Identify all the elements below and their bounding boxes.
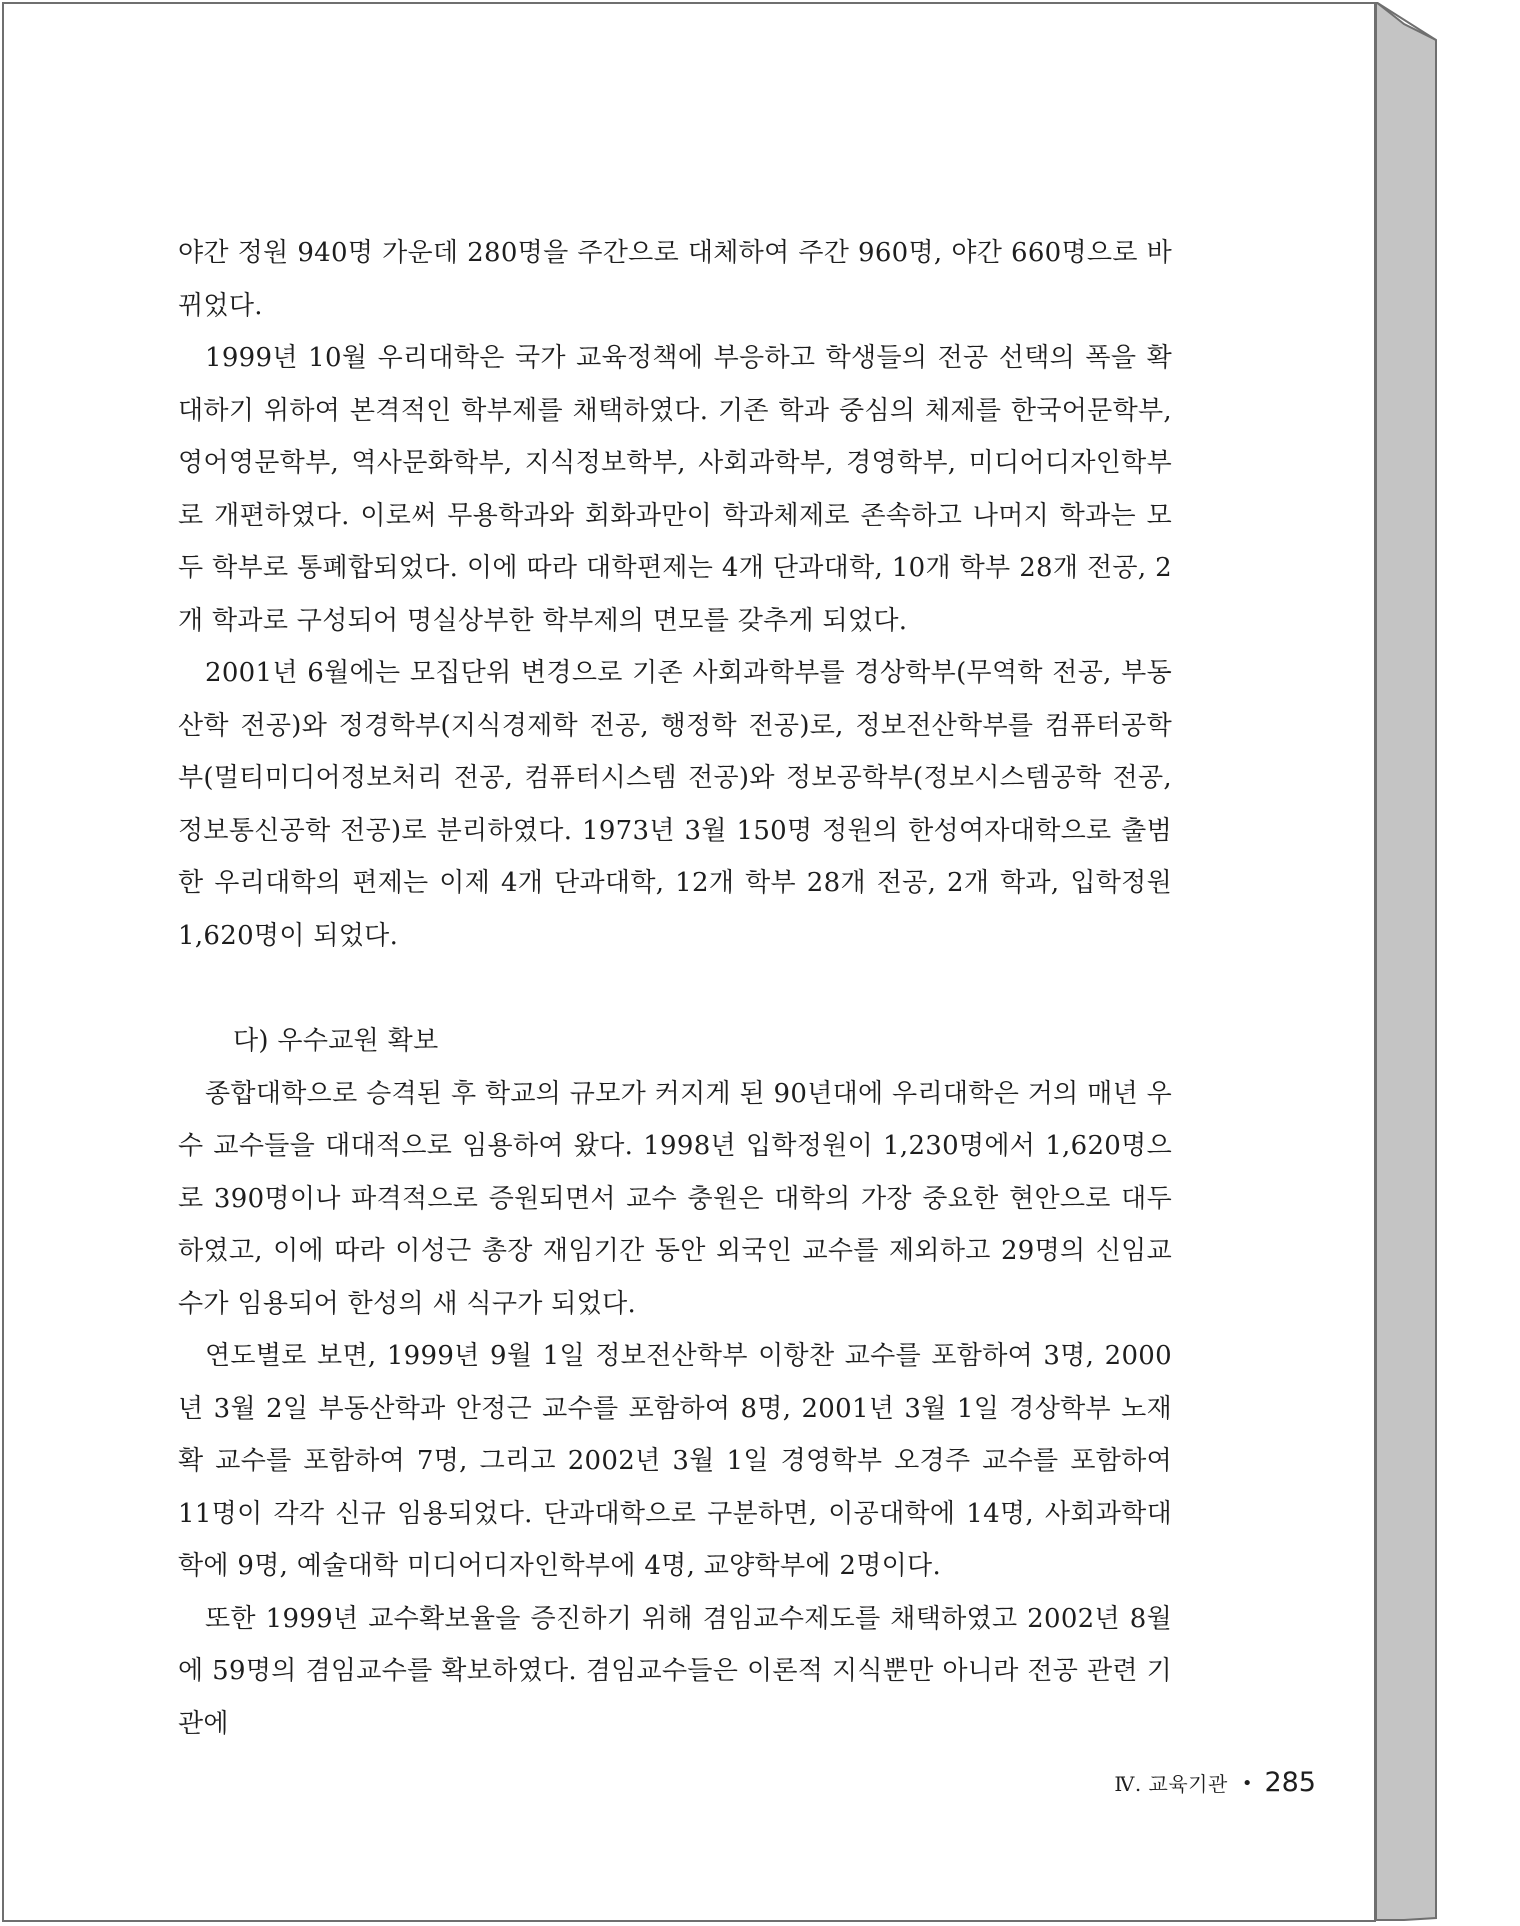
page-body [178, 227, 1172, 1750]
section-heading: 다) 우수교원 확보 [233, 1026, 439, 1056]
page-stack-edge [1376, 2, 1438, 1922]
section-paragraph-3: 또한 1999년 교수확보율을 증진하기 위해 겸임교수제도를 채택하였고 2002년 8월에 59명의 겸임교수를 확보하였다. 겸임교수들은 이론적 지식뿐만 아니라 전공 관련 기관에 [178, 1603, 1172, 1739]
paragraph-1: 야간 정원 940명 가운데 280명을 주간으로 대체하여 주간 960명, 야간 660명으로 바뀌었다. [178, 238, 1172, 321]
section-paragraph-2: 연도별로 보면, 1999년 9월 1일 정보전산학부 이항찬 교수를 포함하여 3명, 2000년 3월 2일 부동산학과 안정근 교수를 포함하여 8명, 2001년 3월 1일 경상학부 노재확 교수를 포함하여 7명, 그리고 2002년 3월 1일 경영학부 오경주 교수를 포함하여 11명이 각각 신규 임용되었다. 단과대학으로 구분하면, 이공대학에 14명, 사회과학대학에 9명, 예술대학 미디어디자인학부에 4명, 교양학부에 2명이다. [178, 1341, 1172, 1581]
section-paragraph-1: 종합대학으로 승격된 후 학교의 규모가 커지게 된 90년대에 우리대학은 거의 매년 우수 교수들을 대대적으로 임용하여 왔다. 1998년 입학정원이 1,230명에서 1,620명으로 390명이나 파격적으로 증원되면서 교수 충원은 대학의 가장 중요한 현안으로 대두하였고, 이에 따라 이성근 총장 재임기간 동안 외국인 교수를 제외하고 29명의 신임교수가 임용되어 한성의 새 식구가 되었다. [178, 1078, 1172, 1319]
paragraph-3: 2001년 6월에는 모집단위 변경으로 기존 사회과학부를 경상학부(무역학 전공, 부동산학 전공)와 정경학부(지식경제학 전공, 행정학 전공)로, 정보전산학부를 컴퓨터공학부(멀티미디어정보처리 전공, 컴퓨터시스템 전공)와 정보공학부(정보시스템공학 전공, 정보통신공학 전공)로 분리하였다. 1973년 3월 150명 정원의 한성여자대학으로 출범한 우리대학의 편제는 이제 4개 단과대학, 12개 학부 28개 전공, 2개 학과, 입학정원 1,620명이 되었다. [178, 658, 1172, 951]
section-spacer [178, 962, 1172, 1015]
page-number: 285 [1264, 1767, 1316, 1798]
footer-bullet: • [1241, 1773, 1253, 1794]
paragraph-2: 1999년 10월 우리대학은 국가 교육정책에 부응하고 학생들의 전공 선택의 폭을 확대하기 위하여 본격적인 학부제를 채택하였다. 기존 학과 중심의 체제를 한국어문학부, 영어영문학부, 역사문화학부, 지식정보학부, 사회과학부, 경영학부, 미디어디자인학부로 개편하였다. 이로써 무용학과와 회화과만이 학과체제로 존속하고 나머지 학과는 모두 학부로 통폐합되었다. 이에 따라 대학편제는 4개 단과대학, 10개 학부 28개 전공, 2개 학과로 구성되어 명실상부한 학부제의 면모를 갖추게 되었다. [178, 343, 1172, 636]
page-footer [1114, 1767, 1316, 1807]
running-section-label: Ⅳ. 교육기관 [1114, 1772, 1228, 1796]
